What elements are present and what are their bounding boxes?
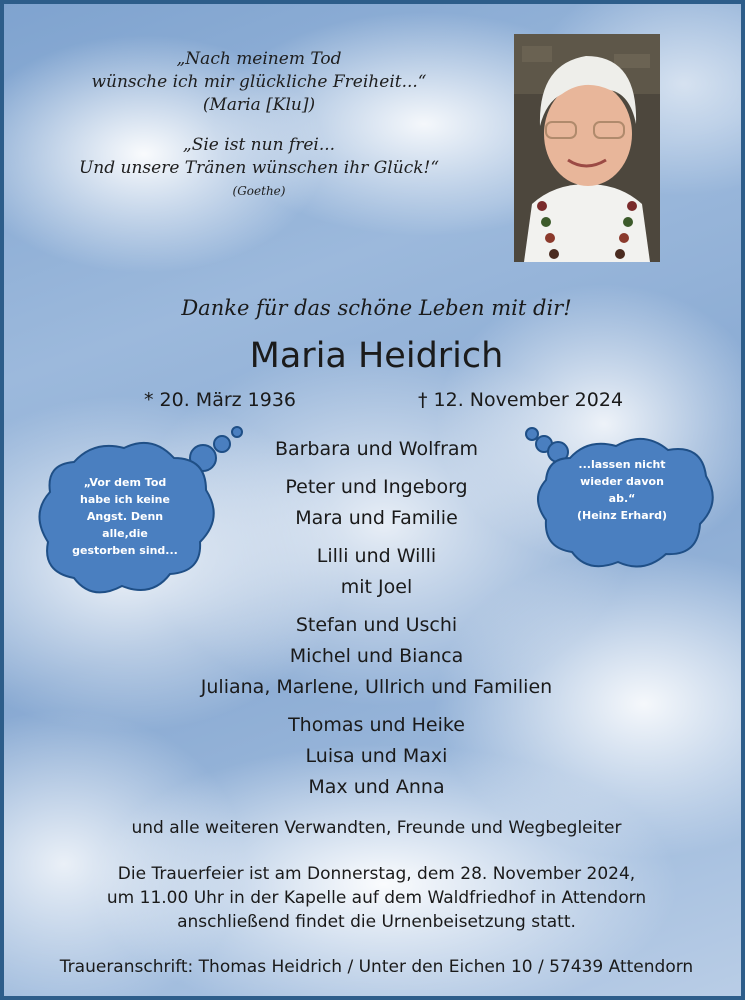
quote-source: (Goethe) [232,184,286,198]
service-line: um 11.00 Uhr in der Kapelle auf dem Waldfriedhof in Attendorn [106,888,647,908]
others-line: und alle weiteren Verwandten, Freunde und Wegbegleiter [131,818,622,838]
mourner-line: Barbara und Wolfram [274,438,479,460]
mourner-line: Luisa und Maxi [305,745,448,767]
quote-source: (Maria [Klu]) [202,95,316,115]
portrait-photo [514,34,660,262]
quote-maria [44,48,474,117]
mourner-line: Max und Anna [308,776,445,798]
bubble-line: gestorben sind... [72,544,178,557]
mourner-line: Stefan und Uschi [295,614,458,636]
service-info [4,862,745,934]
quote-line: Und unsere Tränen wünschen ihr Glück!“ [78,158,440,178]
quote-line: „Sie ist nun frei... [182,135,336,155]
bubble-line: alle,die [102,527,148,540]
bubble-line: „Vor dem Tod [83,476,167,489]
bubble-line: ab.“ [608,492,636,505]
service-line: Die Trauerfeier ist am Donnerstag, dem 28. November 2024, [117,864,636,884]
service-line: anschließend findet die Urnenbeisetzung statt. [177,912,576,932]
bubble-line: wieder davon [580,475,664,488]
bubble-left-text [50,474,200,559]
bubble-right-text [552,456,692,524]
mourner-line: Lilli und Willi [316,545,437,567]
mourner-line: Mara und Familie [295,507,458,529]
quote-line: wünsche ich mir glückliche Freiheit...“ [91,72,427,92]
mourner-group [4,610,745,703]
mourner-group [4,710,745,803]
bubble-line: (Heinz Erhard) [576,509,668,522]
thanks-line: Danke für das schöne Leben mit dir! [181,296,572,320]
mourner-line: Thomas und Heike [288,714,465,736]
quote-goethe [44,134,474,203]
bubble-line: habe ich keine [80,493,170,506]
mourner-line: Juliana, Marlene, Ullrich und Familien [200,676,553,698]
mourner-line: Peter und Ingeborg [285,476,468,498]
death-date: † 12. November 2024 [418,389,624,411]
mourner-line: Michel und Bianca [289,645,464,667]
deceased-name: Maria Heidrich [249,336,504,376]
birth-date: * 20. März 1936 [144,389,297,411]
bubble-line: ...lassen nicht [578,458,666,471]
bubble-line: Angst. Denn [86,510,164,523]
mourning-address: Traueranschrift: Thomas Heidrich / Unter den Eichen 10 / 57439 Attendorn [59,957,694,977]
quote-line: „Nach meinem Tod [176,49,342,69]
mourner-line: mit Joel [340,576,413,598]
